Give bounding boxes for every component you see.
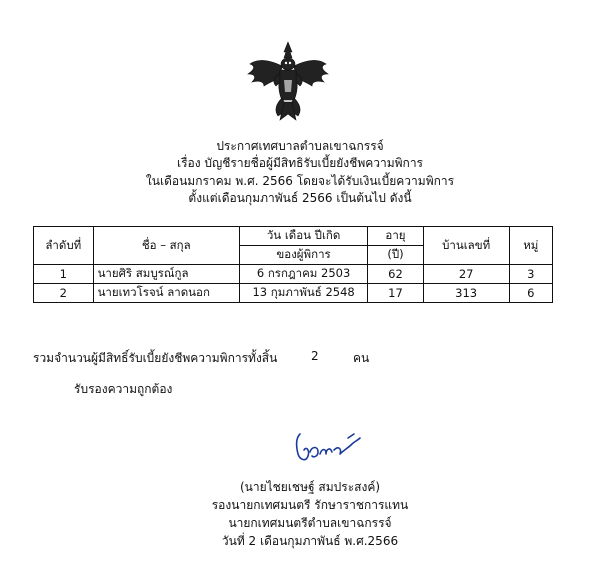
header-dob-sub: ของผู้พิการ [239,246,367,265]
summary-line [33,349,370,368]
row-no: 1 [34,265,94,284]
row-village: 6 [509,284,552,303]
summary-count: 2 [311,349,319,363]
row-no: 2 [34,284,94,303]
header-dob: วัน เดือน ปีเกิด [239,227,367,246]
row-house-no: 27 [423,265,509,284]
garuda-emblem [244,40,332,122]
row-village: 3 [509,265,552,284]
announcement-subject: เรื่อง บัญชีรายชื่อผู้มีสิทธิรับเบี้ยยังชีพความพิการ [176,156,423,170]
signatory-position: รองนายกเทศมนตรี รักษาราชการแทน [211,498,409,512]
announcement-effective-date: ตั้งแต่เดือนกุมภาพันธ์ 2566 เป็นต้นไป ดังนี้ [188,191,412,205]
beneficiary-table [33,226,553,303]
announcement-period: ในเดือนมกราคม พ.ศ. 2566 โดยจะได้รับเงินเบี้ยความพิการ [145,174,455,188]
row-name: นายศิริ สมบูรณ์กูล [93,265,239,284]
row-age: 17 [368,284,424,303]
row-house-no: 313 [423,284,509,303]
certification-text: รับรองความถูกต้อง [74,382,173,396]
table-row [34,284,553,303]
handwritten-signature [292,428,362,468]
signatory-name: (นายไชยเชษฐ์ สมประสงค์) [239,480,381,494]
row-age: 62 [368,265,424,284]
announcement-title: ประกาศเทศบาลตำบลเขาฉกรรจ์ [216,139,384,153]
header-name: ชื่อ – สกุล [93,227,239,265]
row-name: นายเทวโรจน์ ลาดนอก [93,284,239,303]
header-house-no: บ้านเลขที่ [423,227,509,265]
header-age-unit: (ปี) [368,246,424,265]
header-age: อายุ [368,227,424,246]
summary-unit: คน [353,351,370,365]
header-village: หมู่ [509,227,552,265]
document-date: วันที่ 2 เดือนกุมภาพันธ์ พ.ศ.2566 [221,534,399,548]
header-no: ลำดับที่ [34,227,94,265]
table-row [34,265,553,284]
row-dob: 6 กรกฎาคม 2503 [239,265,367,284]
summary-label: รวมจำนวนผู้มีสิทธิ์รับเบี้ยยังชีพความพิการทั้งสิ้น [33,351,278,365]
row-dob: 13 กุมภาพันธ์ 2548 [239,284,367,303]
signatory-office: นายกเทศมนตรีตำบลเขาฉกรรจ์ [228,516,392,530]
